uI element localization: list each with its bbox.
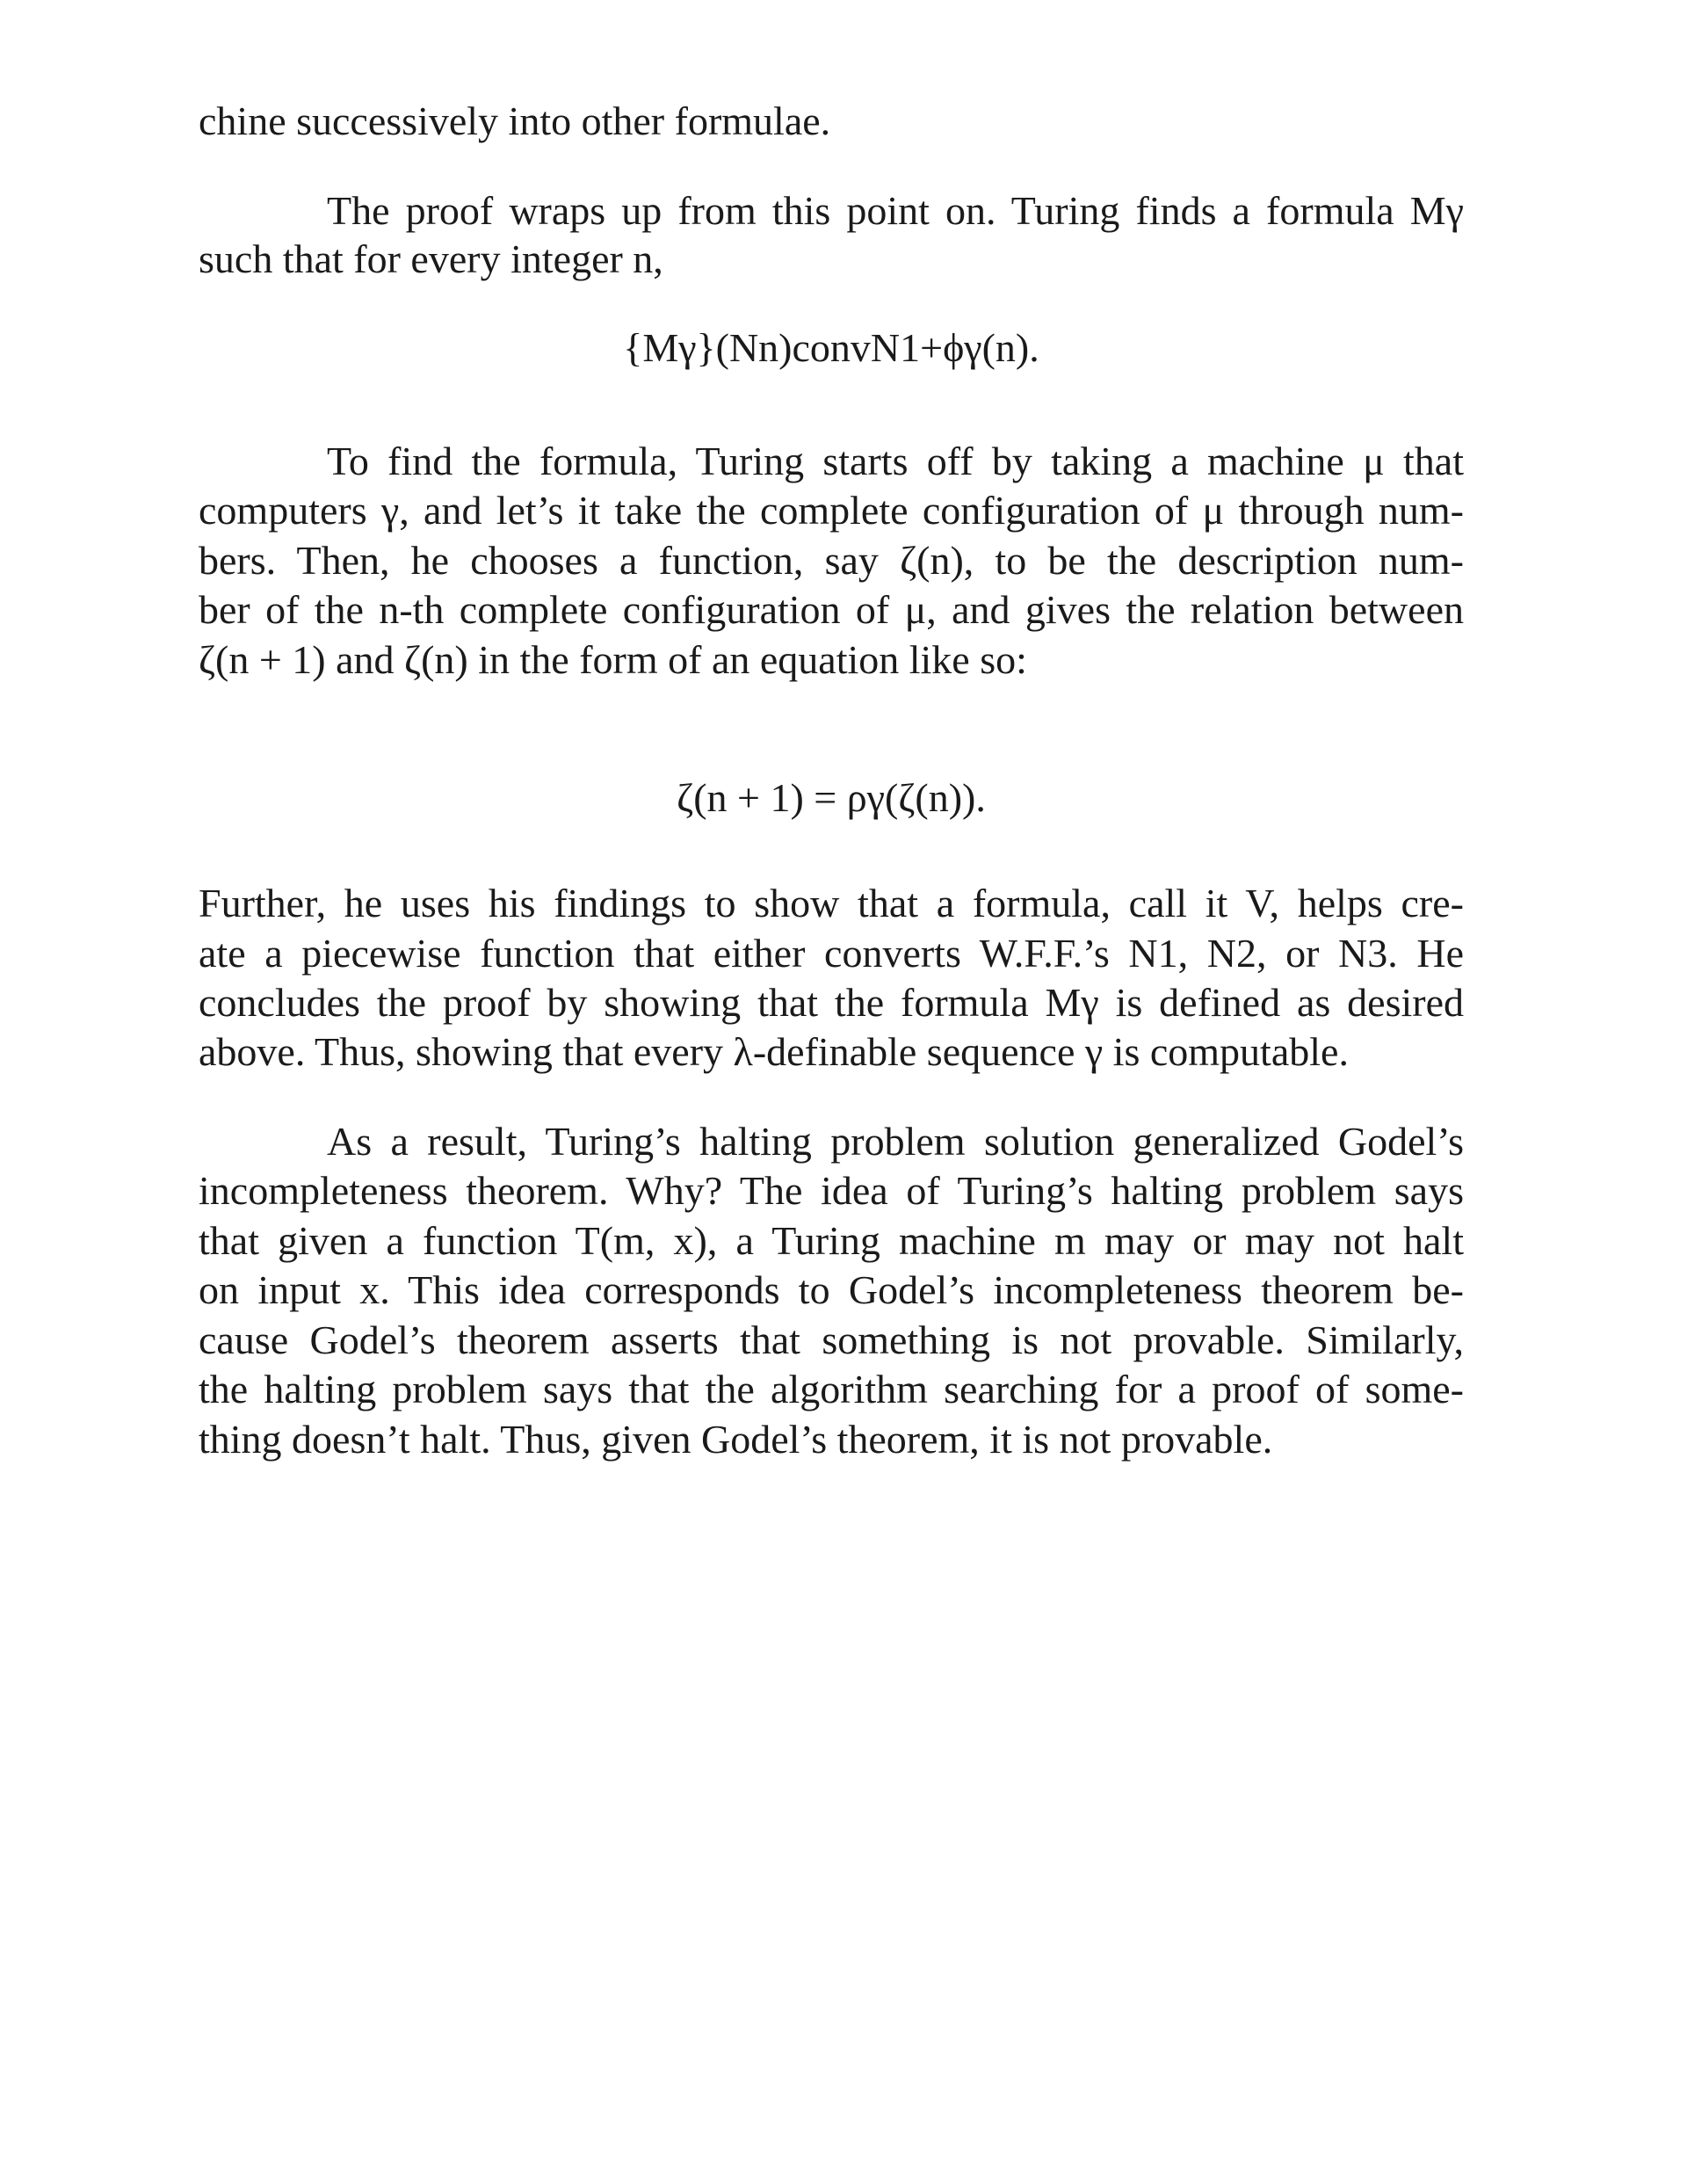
paragraph-line: thing doesn’t halt. Thus, given Godel’s theorem, it is not provable. — [199, 1417, 1273, 1462]
paragraph-line: ζ(n + 1) and ζ(n) in the form of an equation like so: — [199, 637, 1027, 682]
paragraph-line: ber of the n-th complete configuration of μ, and gives the relation between — [199, 587, 1464, 632]
paragraph-line: such that for every integer n, — [199, 236, 663, 281]
paragraph-line: As a result, Turing’s halting problem solution generalized Godel’s — [327, 1119, 1464, 1164]
paragraph-line: ate a piecewise function that either converts W.F.F.’s N1, N2, or N3. He — [199, 931, 1464, 976]
paragraph-line: chine successively into other formulae. — [199, 98, 831, 143]
paragraph-line: the halting problem says that the algorithm searching for a proof of some- — [199, 1367, 1464, 1411]
paragraph-line: To find the formula, Turing starts off by taking a machine μ that — [327, 439, 1464, 483]
paragraph-line: concludes the proof by showing that the formula Mγ is defined as desired — [199, 980, 1464, 1025]
paragraph-line: on input x. This idea corresponds to Godel’s incompleteness theorem be- — [199, 1267, 1464, 1312]
paragraph-line: incompleteness theorem. Why? The idea of Turing’s halting problem says — [199, 1168, 1464, 1213]
paragraph-line: cause Godel’s theorem asserts that something is not provable. Similarly, — [199, 1317, 1464, 1362]
paragraph-line: above. Thus, showing that every λ-definable sequence γ is computable. — [199, 1029, 1349, 1074]
paragraph-line: Further, he uses his findings to show that a formula, call it V, helps cre- — [199, 881, 1464, 925]
paragraph-line: The proof wraps up from this point on. Turing finds a formula Mγ — [327, 188, 1464, 233]
paragraph-line: computers γ, and let’s it take the complete configuration of μ through num- — [199, 488, 1464, 533]
paragraph-line: bers. Then, he chooses a function, say ζ(n), to be the description num- — [199, 538, 1464, 583]
paragraph-line: that given a function T(m, x), a Turing machine m may or may not halt — [199, 1218, 1464, 1263]
equation-formula-m-gamma: {Mγ}(Nn)convN1+ϕγ(n). — [623, 325, 1039, 370]
equation-zeta-recurrence: ζ(n + 1) = ργ(ζ(n)). — [677, 775, 986, 820]
